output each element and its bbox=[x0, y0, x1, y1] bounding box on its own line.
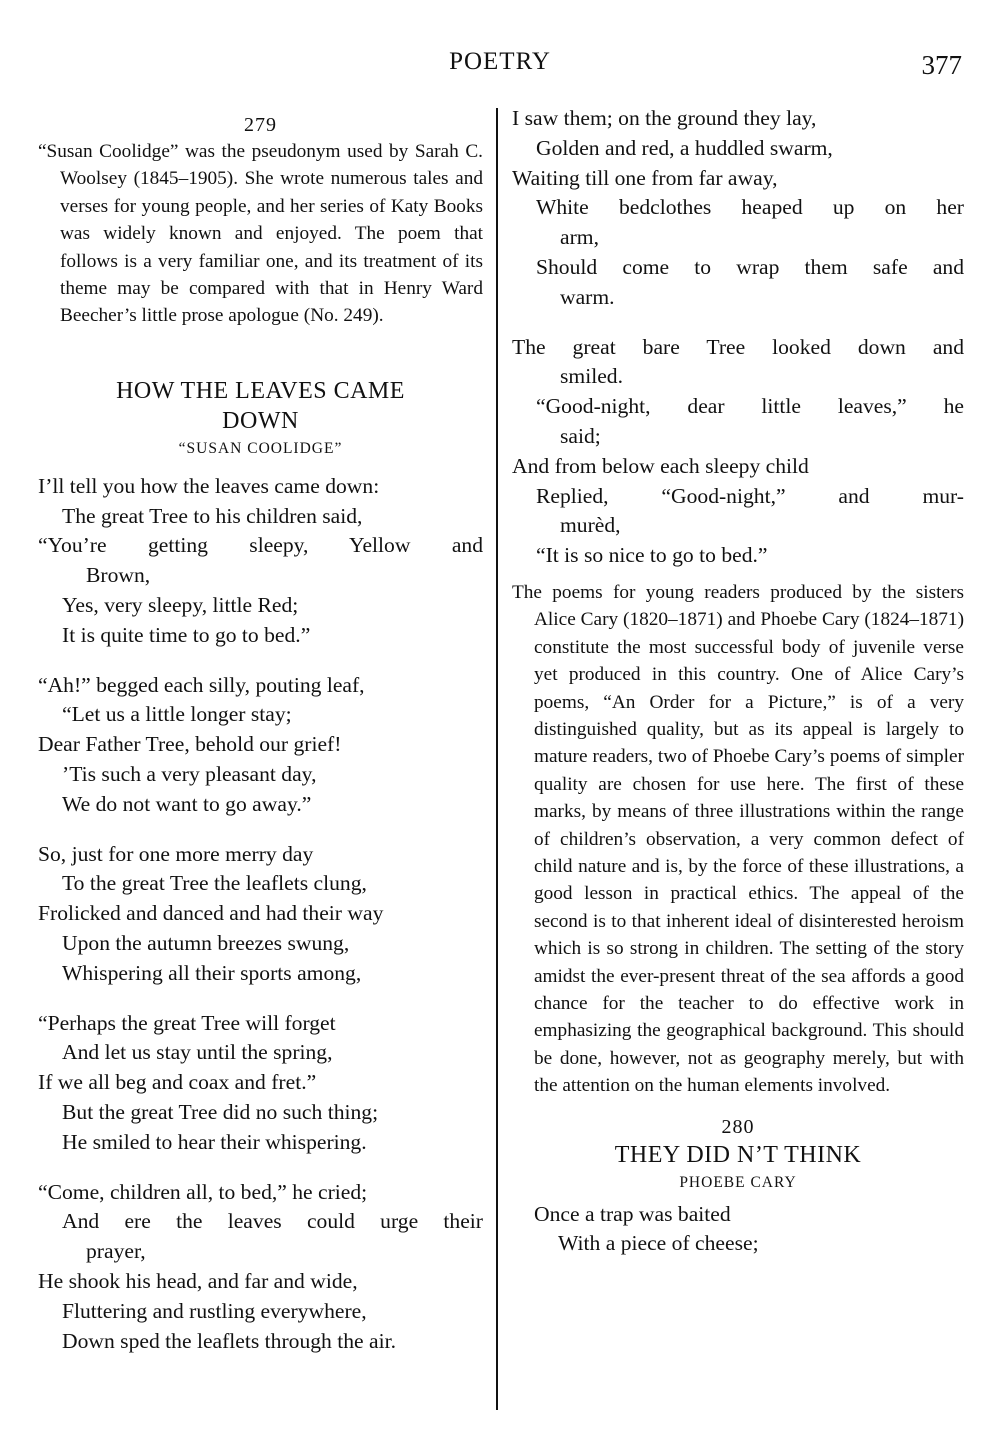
verse-line: ’Tis such a very pleasant day, bbox=[62, 762, 317, 787]
verse-line: But the great Tree did no such thing; bbox=[62, 1099, 379, 1124]
verse-line: “Let us a little longer stay; bbox=[62, 702, 292, 727]
verse-line: It is quite time to go to bed.” bbox=[62, 622, 311, 647]
verse-line: “Come, children all, to bed,” he cried; bbox=[38, 1179, 368, 1204]
stanza-8 bbox=[512, 1200, 964, 1260]
verse-line: With a piece of cheese; bbox=[558, 1231, 759, 1256]
verse-line: To the great Tree the leaflets clung, bbox=[62, 871, 367, 896]
running-head bbox=[0, 48, 1000, 82]
stanza-5 bbox=[38, 1178, 483, 1357]
verse-line: arm, bbox=[560, 225, 599, 250]
verse-line: “Perhaps the great Tree will forget bbox=[38, 1010, 336, 1035]
verse-line: Should come to wrap them safe and bbox=[536, 254, 964, 279]
stanza-1 bbox=[38, 472, 483, 651]
poem-title-they-didnt-think: THEY DID N’T THINK bbox=[614, 1141, 862, 1168]
verse-line: Whispering all their sports among, bbox=[62, 960, 362, 985]
verse-line: prayer, bbox=[86, 1239, 146, 1264]
poem-author-cary: PHOEBE CARY bbox=[679, 1173, 797, 1191]
verse-line: So, just for one more merry day bbox=[38, 841, 314, 866]
intro-note-cary: The poems for young readers produced by the sisters Alice Cary (1820–1871) and Phoebe Cary (1824–1871) constitute the most successful body of juvenile verse yet produced in this country. One of Alice Cary’s poems, “An Order for a Picture,” is of a very distinguished quality, but as its appeal is largely to mature readers, two of Phoebe Cary’s poems of simpler quality are chosen for use here. The first of these marks, by means of three illustrations within the range of children’s observation, a very common defect of child nature and is, by the force of these illustrations, a good lesson in practical ethics. The appeal of the second is to that inherent ideal of disinterested heroism which is so strong in children. The setting of the story amidst the ever-present threat of the sea affords a good chance for the teacher to do effective work in emphasizing the geographical background. This should be done, however, not as geography merely, but with the attention on the human elements involved. bbox=[512, 581, 964, 1097]
verse-line: Fluttering and rustling everywhere, bbox=[62, 1298, 367, 1323]
stanza-7 bbox=[512, 333, 964, 571]
right-column bbox=[512, 104, 964, 1259]
verse-line: Upon the autumn breezes swung, bbox=[62, 931, 350, 955]
verse-line: I saw them; on the ground they lay, bbox=[512, 106, 817, 130]
verse-line: Yes, very sleepy, little Red; bbox=[62, 593, 299, 618]
verse-line: Golden and red, a huddled swarm, bbox=[536, 135, 833, 160]
stanza-2 bbox=[38, 671, 483, 820]
verse-line: The great Tree to his children said, bbox=[62, 503, 363, 528]
verse-line: said; bbox=[560, 423, 601, 448]
verse-line: And ere the leaves could urge their bbox=[62, 1209, 483, 1234]
verse-line: Dear Father Tree, behold our grief! bbox=[38, 732, 342, 757]
verse-line: smiled. bbox=[560, 364, 623, 389]
poem-title-line-1: HOW THE LEAVES CAME bbox=[116, 377, 405, 404]
verse-line: Frolicked and danced and had their way bbox=[38, 901, 384, 926]
page-number: 377 bbox=[921, 50, 962, 80]
note-number-280: 280 bbox=[721, 1115, 755, 1138]
verse-line: If we all beg and coax and fret.” bbox=[38, 1070, 317, 1095]
stanza-3 bbox=[38, 840, 483, 989]
stanza-6 bbox=[512, 104, 964, 313]
verse-line: Down sped the leaflets through the air. bbox=[62, 1328, 397, 1353]
verse-line: Once a trap was baited bbox=[534, 1201, 731, 1226]
verse-line: murèd, bbox=[560, 513, 621, 538]
verse-line: We do not want to go away.” bbox=[62, 791, 312, 816]
verse-line: White bedclothes heaped up on her bbox=[536, 195, 964, 220]
verse-line: “Ah!” begged each silly, pouting leaf, bbox=[38, 672, 365, 697]
poem-author: “SUSAN COOLIDGE” bbox=[178, 439, 343, 457]
running-title: POETRY bbox=[449, 48, 551, 75]
stanza-4 bbox=[38, 1009, 483, 1158]
verse-line: Replied, “Good-night,” and mur- bbox=[536, 483, 964, 508]
verse-line: I’ll tell you how the leaves came down: bbox=[38, 473, 380, 498]
verse-line: Waiting till one from far away, bbox=[512, 165, 778, 190]
intro-note-coolidge: “Susan Coolidge” was the pseudonym used by Sarah C. Woolsey (1845–1905). She wrote numerous tales and verses for young people, and her series of Katy Books was widely known and enjoyed. The poem that follows is a very familiar one, and its treatment of its theme may be compared with that in Henry Ward Beecher’s little prose apologue (No. 249). bbox=[38, 141, 483, 327]
verse-line: And let us stay until the spring, bbox=[62, 1040, 333, 1065]
verse-line: “You’re getting sleepy, Yellow and bbox=[38, 533, 483, 558]
verse-line: And from below each sleepy child bbox=[512, 453, 809, 478]
verse-line: warm. bbox=[560, 284, 615, 309]
verse-line: Brown, bbox=[86, 563, 151, 588]
note-number-279: 279 bbox=[244, 114, 277, 136]
verse-line: “It is so nice to go to bed.” bbox=[536, 543, 768, 568]
verse-line: “Good-night, dear little leaves,” he bbox=[536, 394, 964, 419]
verse-line: The great bare Tree looked down and bbox=[512, 334, 964, 359]
column-divider bbox=[496, 108, 498, 1410]
verse-line: He shook his head, and far and wide, bbox=[38, 1268, 358, 1293]
poem-title-line-2: DOWN bbox=[222, 407, 299, 434]
verse-line: He smiled to hear their whispering. bbox=[62, 1129, 367, 1154]
left-column bbox=[38, 112, 483, 1356]
